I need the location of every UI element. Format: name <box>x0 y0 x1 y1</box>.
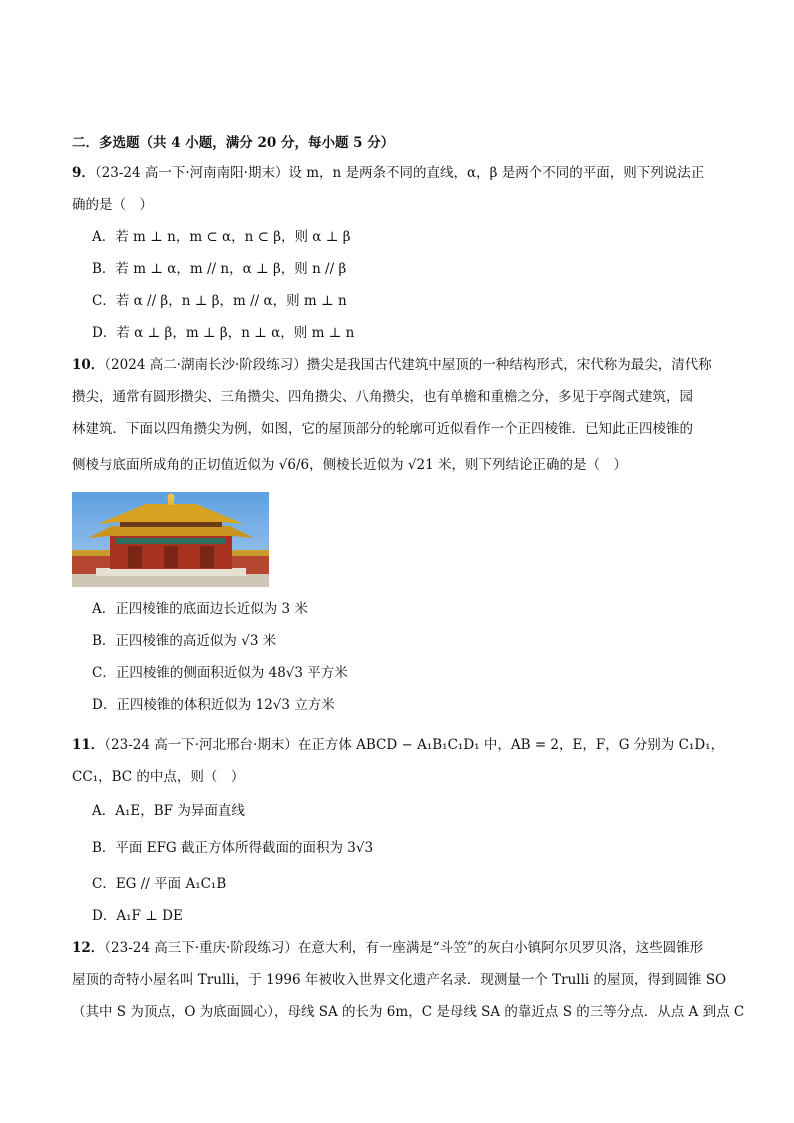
question-9-line-2: 确的是（ ） <box>72 197 153 213</box>
question-number: 11． <box>72 737 105 753</box>
question-10-option-c: C．正四棱锥的侧面积近似为 48√3 平方米 <box>92 665 348 681</box>
question-10-option-a: A．正四棱锥的底面边长近似为 3 米 <box>92 601 308 617</box>
question-11-option-a: A．A₁E，BF 为异面直线 <box>92 803 245 819</box>
question-12-line-2: 屋顶的奇特小屋名叫 Trulli，于 1996 年被收入世界文化遗产名录．现测量一个 Trulli 的屋顶，得到圆锥 SO <box>72 972 727 988</box>
question-text: （23-24 高一下·河北邢台·期末）在正方体 ABCD − A₁B₁C₁D₁ 中，AB = 2，E，F，G 分别为 C₁D₁， <box>104 737 725 753</box>
question-11-line-2: CC₁，BC 的中点，则（ ） <box>72 769 245 785</box>
question-text: （2024 高二·湖南长沙·阶段练习）攒尖是我国古代建筑中屋顶的一种结构形式，宋代称为最尖，清代称 <box>104 357 712 373</box>
question-10-line-2: 攒尖，通常有圆形攒尖、三角攒尖、四角攒尖、八角攒尖，也有单檐和重檐之分，多见于亭阁式建筑，园 <box>72 389 693 405</box>
question-11-option-b: B．平面 EFG 截正方体所得截面的面积为 3√3 <box>92 840 374 856</box>
question-text: （23-24 高三下·重庆·阶段练习）在意大利，有一座满是“斗笠”的灰白小镇阿尔贝罗贝洛，这些圆锥形 <box>104 940 704 956</box>
question-10-line-1 <box>72 355 712 375</box>
question-9-option-c: C．若 α // β，n ⊥ β，m // α，则 m ⊥ n <box>92 293 347 309</box>
question-10-option-d: D．正四棱锥的体积近似为 12√3 立方米 <box>92 697 335 713</box>
question-text: （23-24 高一下·河南南阳·期末）设 m，n 是两条不同的直线，α，β 是两个不同的平面，则下列说法正 <box>94 165 705 181</box>
question-9-line-1 <box>72 163 704 183</box>
question-12-line-3: （其中 S 为顶点，O 为底面圆心），母线 SA 的长为 6m，C 是母线 SA 的靠近点 S 的三等分点．从点 A 到点 C <box>72 1004 745 1020</box>
question-10-line-4: 侧棱与底面所成角的正切值近似为 √6/6，侧棱长近似为 √21 米，则下列结论正确的是（ ） <box>72 457 627 473</box>
question-number: 12． <box>72 940 105 956</box>
question-number: 10． <box>72 357 105 373</box>
question-9-option-b: B．若 m ⊥ α，m // n，α ⊥ β，则 n // β <box>92 261 347 277</box>
question-9-option-d: D．若 α ⊥ β，m ⊥ β，n ⊥ α，则 m ⊥ n <box>92 325 355 341</box>
question-10-option-b: B．正四棱锥的高近似为 √3 米 <box>92 633 277 649</box>
pavilion-photo <box>72 492 269 587</box>
question-11-option-c: C．EG // 平面 A₁C₁B <box>92 876 227 892</box>
section-title: 二．多选题（共 4 小题，满分 20 分，每小题 5 分） <box>72 135 395 151</box>
question-number: 9． <box>72 165 95 181</box>
question-9-option-a: A．若 m ⊥ n，m ⊂ α，n ⊂ β，则 α ⊥ β <box>92 229 351 245</box>
question-11-option-d: D．A₁F ⊥ DE <box>92 908 183 924</box>
question-12-line-1 <box>72 938 703 958</box>
question-11-line-1 <box>72 735 724 755</box>
question-10-line-3: 林建筑．下面以四角攒尖为例，如图，它的屋顶部分的轮廓可近似看作一个正四棱锥．已知此正四棱锥的 <box>72 421 693 437</box>
